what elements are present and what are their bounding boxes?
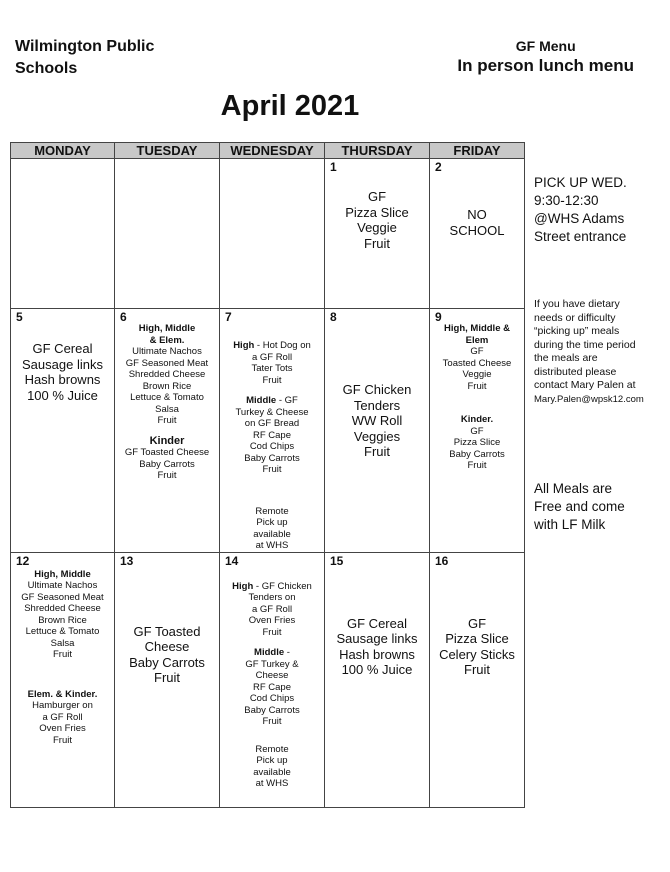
free-line: with LF Milk	[534, 517, 606, 532]
menu-item: Hash browns	[24, 372, 101, 387]
pickup-note	[534, 174, 627, 246]
menu-item: Cheese	[255, 670, 289, 681]
menu-group-title: Elem	[465, 334, 489, 346]
menu-item: Salsa	[155, 403, 179, 415]
dietary-line: distributed please	[534, 365, 617, 378]
menu-group-title: & Elem.	[149, 334, 185, 346]
menu-item: Brown Rice	[142, 380, 192, 392]
menu-item: Brown Rice	[38, 614, 87, 626]
menu-item: Ultimate Nachos	[132, 346, 202, 357]
menu-item: 100 % Juice	[341, 662, 413, 677]
menu-item: - Hot Dog on	[254, 340, 311, 351]
menu-group-title: Kinder	[149, 434, 185, 447]
menu-item: Lettuce & Tomato	[25, 626, 100, 637]
pickup-line: Street entrance	[534, 229, 627, 244]
menu-item: Shredded Cheese	[24, 603, 101, 614]
menu-item: Salsa	[50, 637, 75, 649]
weekday-header: WEDNESDAY	[220, 143, 325, 159]
menu-item: Baby Carrots	[449, 448, 505, 460]
remote-note: available	[253, 766, 291, 778]
menu-item: Fruit	[262, 716, 282, 727]
day-menu	[430, 616, 524, 678]
day-number: 13	[120, 553, 134, 568]
menu-item: Baby Carrots	[244, 452, 300, 464]
day-menu	[430, 323, 524, 472]
menu-item: Veggie	[357, 220, 397, 235]
day-number: 2	[435, 160, 442, 174]
menu-item: 100 % Juice	[27, 387, 98, 403]
month-title: April 2021	[220, 90, 360, 122]
week-row	[11, 309, 525, 553]
menu-group-title: Kinder.	[460, 414, 494, 425]
menu-item: Fruit	[467, 460, 487, 471]
day-number: 1	[330, 160, 337, 174]
menu-group-title: High, Middle	[34, 568, 91, 580]
menu-group-title: High, Middle &	[444, 323, 510, 334]
day-number: 6	[120, 310, 127, 324]
menu-item: GF	[367, 189, 387, 204]
menu-group-title: High	[232, 580, 254, 592]
menu-item: Fruit	[262, 464, 282, 475]
menu-item: Fruit	[262, 626, 282, 638]
day-cell-9	[430, 309, 525, 553]
menu-calendar	[10, 142, 525, 808]
weekday-header-row	[11, 143, 525, 159]
dietary-line: “picking up” meals	[534, 325, 620, 337]
menu-item: Tater Tots	[251, 363, 293, 374]
remote-note: Remote	[255, 743, 289, 755]
day-cell-13	[115, 552, 220, 807]
menu-group-title: Elem. & Kinder.	[27, 688, 98, 700]
menu-item: RF Cape	[252, 429, 291, 441]
menu-item: Fruit	[53, 649, 72, 660]
weekday-header: MONDAY	[11, 143, 115, 159]
menu-item: a GF Roll	[42, 711, 83, 723]
menu-item: Fruit	[157, 415, 177, 426]
pickup-line: PICK UP WED.	[534, 175, 627, 190]
day-cell-7	[220, 309, 325, 553]
week-row	[11, 552, 525, 807]
dietary-line: the meals are	[534, 352, 598, 364]
menu-item: Ultimate Nachos	[27, 580, 98, 591]
menu-item: Fruit	[154, 670, 180, 685]
dietary-line: needs or difficulty	[534, 311, 616, 324]
menu-item: a GF Roll	[251, 603, 293, 615]
menu-item: GF Cereal	[347, 615, 407, 631]
week-row	[11, 159, 525, 309]
day-number: 9	[435, 310, 442, 324]
day-number: 5	[16, 310, 23, 324]
menu-item: Fruit	[467, 380, 487, 392]
remote-note: available	[253, 528, 291, 540]
free-meals-note	[534, 480, 625, 534]
school-name-line: Schools	[15, 60, 78, 77]
menu-item: Baby Carrots	[129, 654, 205, 670]
empty-day-cell	[115, 159, 220, 309]
day-menu	[115, 323, 219, 482]
dietary-line: during the time period	[534, 338, 636, 351]
day-number: 7	[225, 310, 232, 324]
menu-item: Cod Chips	[249, 693, 295, 704]
remote-note: at WHS	[255, 778, 289, 789]
menu-item: NO	[467, 207, 487, 222]
day-cell-6	[115, 309, 220, 553]
pickup-line: 9:30-12:30	[534, 193, 599, 208]
menu-item: Cheese	[144, 639, 190, 654]
day-cell-16	[430, 552, 525, 807]
day-cell-2	[430, 159, 525, 309]
menu-item: Veggies	[353, 428, 401, 444]
menu-item: SCHOOL	[449, 222, 505, 238]
remote-note: Pick up	[256, 517, 288, 528]
empty-day-cell	[220, 159, 325, 309]
weekday-header: THURSDAY	[325, 143, 430, 159]
day-number: 14	[225, 553, 239, 568]
day-menu	[220, 340, 324, 552]
menu-item: Pizza Slice	[453, 437, 501, 448]
remote-note: at WHS	[255, 540, 289, 551]
menu-item: a GF Roll	[251, 351, 293, 363]
menu-item: Tenders	[353, 397, 401, 413]
menu-item: - GF Chicken	[253, 580, 312, 592]
menu-item: Fruit	[364, 235, 390, 251]
menu-item: Pizza Slice	[345, 204, 409, 220]
menu-item: RF Cape	[252, 681, 291, 693]
menu-item: Fruit	[364, 444, 390, 459]
menu-item: GF Turkey &	[245, 658, 299, 670]
menu-item: Sausage links	[22, 356, 103, 372]
menu-item: Hash browns	[339, 646, 415, 662]
day-menu	[220, 581, 324, 790]
menu-group-title: Middle	[246, 395, 277, 406]
dietary-line: If you have dietary	[534, 298, 620, 310]
free-line: All Meals are	[534, 481, 613, 496]
menu-item: GF	[470, 346, 484, 357]
menu-item: Pizza Slice	[445, 631, 509, 646]
day-menu	[11, 569, 114, 747]
day-number: 8	[330, 310, 337, 324]
contact-email: Mary.Palen@wpsk12.com	[534, 393, 644, 405]
day-number: 12	[16, 553, 30, 568]
menu-item: on GF Bread	[244, 418, 300, 429]
day-cell-15	[325, 552, 430, 807]
menu-item: Celery Sticks	[439, 646, 515, 662]
menu-item: GF	[470, 425, 484, 437]
day-number: 16	[435, 553, 449, 568]
menu-item: GF Seasoned Meat	[125, 357, 209, 369]
menu-item: Cod Chips	[249, 441, 295, 452]
remote-note: Remote	[255, 505, 289, 517]
menu-type: GF Menu	[515, 38, 576, 54]
school-name	[15, 36, 215, 80]
day-menu	[11, 341, 114, 403]
menu-item: GF Cereal	[32, 341, 93, 356]
menu-item: GF Toasted	[133, 623, 201, 639]
menu-subtitle: In person lunch menu	[457, 56, 634, 75]
menu-group-title: Middle	[254, 647, 285, 658]
empty-day-cell	[11, 159, 115, 309]
dietary-note	[534, 298, 644, 406]
day-cell-14	[220, 552, 325, 807]
day-menu	[115, 624, 219, 686]
menu-group-title: High, Middle	[138, 323, 196, 334]
day-cell-12	[11, 552, 115, 807]
day-cell-8	[325, 309, 430, 553]
menu-item: Oven Fries	[248, 615, 296, 626]
day-menu	[325, 189, 429, 251]
menu-item: GF Chicken	[342, 382, 412, 397]
day-menu	[430, 207, 524, 238]
day-menu	[325, 616, 429, 678]
menu-item: Fruit	[157, 470, 177, 481]
weekday-header: TUESDAY	[115, 143, 220, 159]
menu-item: Lettuce & Tomato	[130, 392, 204, 403]
menu-item: GF Toasted Cheese	[124, 447, 210, 458]
menu-item: Fruit	[262, 374, 282, 386]
menu-item: Sausage links	[336, 631, 418, 646]
menu-item: Baby Carrots	[244, 704, 300, 716]
menu-item: Hamburger on	[32, 700, 93, 711]
day-cell-1	[325, 159, 430, 309]
menu-item: Fruit	[53, 734, 72, 746]
weekday-header: FRIDAY	[430, 143, 525, 159]
menu-item: GF	[467, 615, 487, 631]
menu-item: -	[284, 647, 290, 658]
menu-item: Veggie	[462, 369, 492, 380]
menu-item: Oven Fries	[39, 723, 86, 734]
pickup-line: @WHS Adams	[534, 211, 625, 226]
free-line: Free and come	[534, 499, 625, 514]
menu-item: Turkey & Cheese	[235, 406, 309, 418]
menu-group-title: High	[233, 340, 255, 351]
menu-item: GF Seasoned Meat	[21, 591, 104, 603]
day-menu	[325, 382, 429, 460]
menu-item: - GF	[276, 395, 298, 406]
menu-item: Toasted Cheese	[442, 357, 512, 369]
day-number: 15	[330, 553, 344, 568]
day-cell-5	[11, 309, 115, 553]
menu-item: WW Roll	[351, 413, 403, 428]
remote-note: Pick up	[256, 755, 288, 766]
menu-header	[457, 37, 634, 77]
menu-item: Baby Carrots	[139, 458, 195, 470]
menu-item: Shredded Cheese	[128, 369, 206, 380]
menu-item: Tenders on	[248, 592, 296, 603]
menu-item: Fruit	[464, 662, 490, 677]
school-name-line: Wilmington Public	[15, 38, 155, 55]
dietary-line: contact Mary Palen at	[534, 379, 636, 391]
